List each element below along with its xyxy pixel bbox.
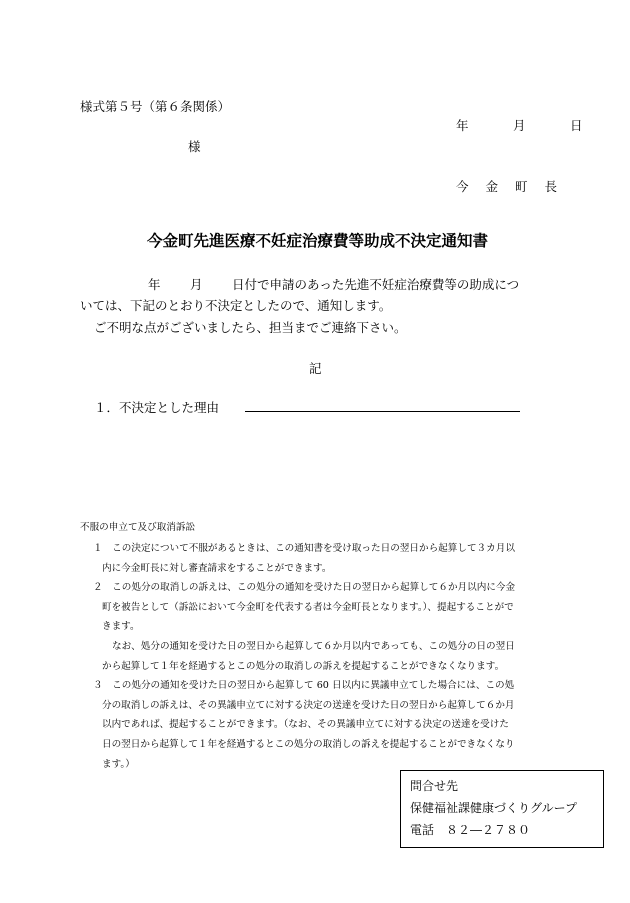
appeal-heading: 不服の申立て及び取消訴訟 xyxy=(80,522,196,533)
contact-phone: 電話 ８２―２７８０ xyxy=(410,823,531,837)
appeal-line: ます。） xyxy=(102,759,135,770)
reason-label: １．不決定とした理由 xyxy=(94,400,220,415)
appeal-line: 以内であれば、提起することができます。（なお、その異議申立てに対する決定の送達を受けた xyxy=(102,719,509,730)
contact-label: 問合せ先 xyxy=(410,779,459,793)
appeal-line: ２ この処分の取消しの訴えは、この処分の通知を受けた日の翌日から起算して６か月以内に今金 xyxy=(93,582,516,593)
body-line2: いては、下記のとおり不決定としたので、通知します。 xyxy=(80,298,392,313)
appeal-line: なお、処分の通知を受けた日の翌日から起算して６か月以内であっても、この処分の日の翌日 xyxy=(112,641,515,652)
addressee-suffix: 様 xyxy=(188,139,201,154)
document-title: 今金町先進医療不妊症治療費等助成不決定通知書 xyxy=(147,231,489,250)
appeal-line: 町を被告として（訴訟において今金町を代表する者は今金町長となります。）、提起することがで xyxy=(102,602,514,613)
body-month: 月 xyxy=(190,277,203,292)
date-line-text: 年 月 日 xyxy=(456,118,599,133)
contact-box xyxy=(400,770,604,848)
ki-heading: 記 xyxy=(309,361,322,376)
contact-department: 保健福祉課健康づくりグループ xyxy=(410,801,578,815)
appeal-line: 内に今金町長に対し審査請求をすることができます。 xyxy=(102,563,332,574)
appeal-line: ３ この処分の通知を受けた日の翌日から起算して 60 日以内に異議申立てした場合には、この処 xyxy=(93,680,515,691)
body-year: 年 xyxy=(148,277,161,292)
date-line xyxy=(456,116,599,134)
appeal-line: 分の取消しの訴えは、その異議申立てに対する決定の送達を受けた日の翌日から起算して６か月 xyxy=(102,700,515,711)
reason-underline xyxy=(245,411,520,412)
appeal-line: きます。 xyxy=(102,621,140,632)
form-number: 様式第５号（第６条関係） xyxy=(80,99,231,114)
body-line3: ご不明な点がございましたら、担当までご連絡下さい。 xyxy=(94,320,407,335)
body-line1: 日付で申請のあった先進不妊症治療費等の助成につ xyxy=(232,277,520,292)
appeal-line: １ この決定について不服があるときは、この通知書を受け取った日の翌日から起算して３カ月以 xyxy=(93,543,515,554)
issuer: 今金町長 xyxy=(456,179,575,194)
appeal-line: 日の翌日から起算して１年を経過するとこの処分の取消しの訴えを提起することができなくなり xyxy=(102,739,515,750)
appeal-line: から起算して１年を経過するとこの処分の取消しの訴えを提起することができなくなります。 xyxy=(102,661,505,672)
